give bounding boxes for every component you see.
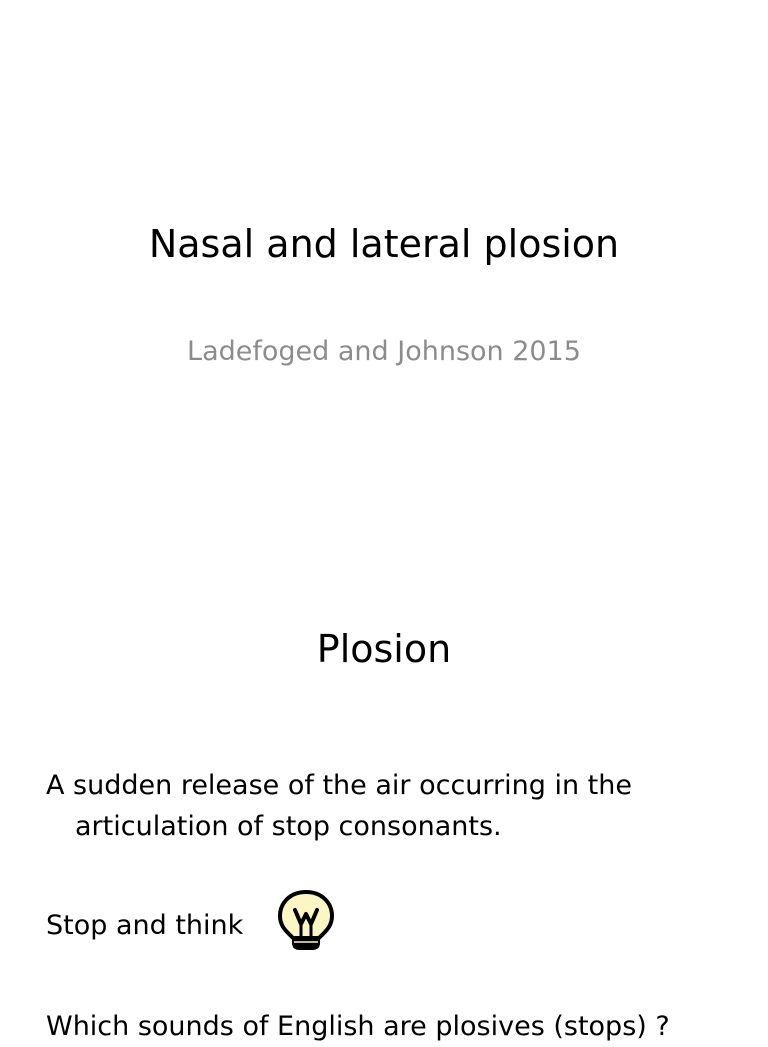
slide-subtitle: Ladefoged and Johnson 2015 <box>187 336 581 367</box>
slide-heading: Plosion <box>316 627 452 671</box>
question-text: Which sounds of English are plosives (stops) ? <box>46 1011 670 1042</box>
lightbulb-icon <box>276 888 336 952</box>
definition-line-2: articulation of stop consonants. <box>75 811 502 842</box>
definition-line-1: A sudden release of the air occurring in the <box>46 770 632 801</box>
content-slide <box>0 576 768 1042</box>
plosion-definition <box>46 765 746 847</box>
slide-title: Nasal and lateral plosion <box>148 222 620 266</box>
stop-and-think-text: Stop and think <box>46 910 244 941</box>
